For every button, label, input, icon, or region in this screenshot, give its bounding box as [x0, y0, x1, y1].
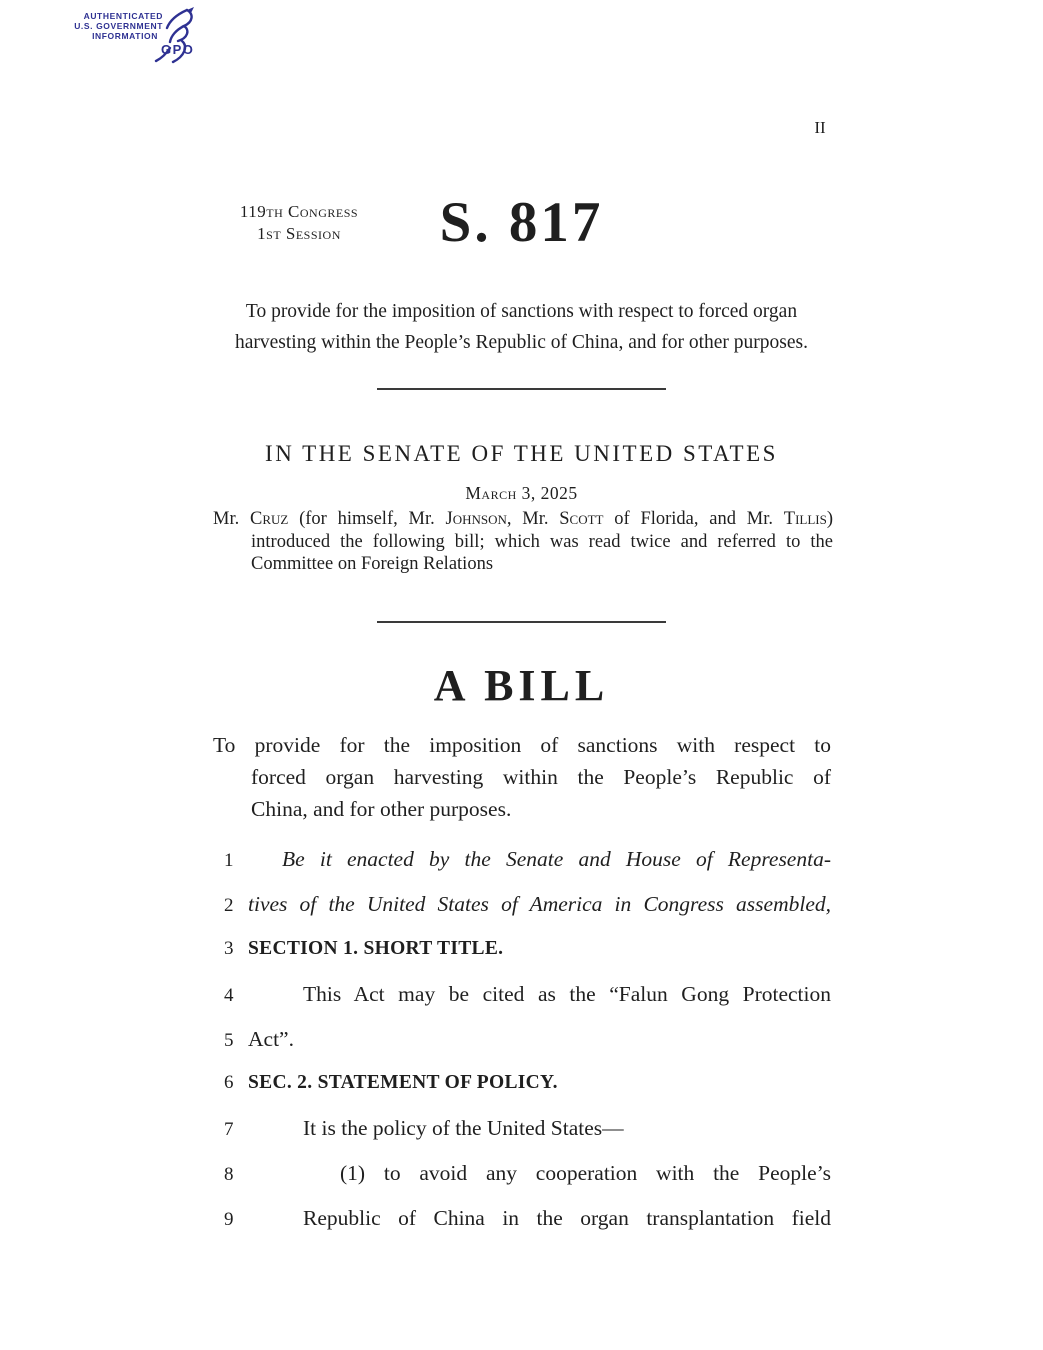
bill-line: [224, 1115, 831, 1160]
gpo-eagle-icon: [66, 6, 198, 66]
bill-heading: A BILL: [433, 661, 610, 710]
chamber-title: IN THE SENATE OF THE UNITED STATES: [265, 441, 778, 466]
calendar-marker: II: [814, 118, 826, 137]
sponsor-name-tillis: Tillis: [783, 509, 827, 529]
sponsor-name-johnson: Johnson: [445, 509, 507, 529]
seal-line-information: INFORMATION: [92, 31, 158, 41]
bill-line-text: Be it enacted by the Senate and House of Representa-: [282, 847, 831, 871]
bill-line: [224, 1205, 831, 1250]
introduction-date: March 3, 2025: [465, 483, 578, 503]
session-label: 1st Session: [257, 224, 341, 243]
preamble-line: China, and for other purposes.: [251, 797, 512, 821]
sponsor-text: , Mr.: [506, 509, 560, 529]
sponsor-paragraph: [213, 508, 833, 576]
bill-line: [224, 936, 831, 981]
sponsor-text: Mr.: [213, 509, 250, 529]
bill-abstract: [0, 296, 1043, 358]
congress-label: 119th Congress: [239, 202, 359, 221]
sponsor-name-cruz: Cruz: [250, 509, 289, 529]
bill-number: S. 817: [439, 191, 604, 254]
divider-rule: [377, 621, 666, 623]
seal-line-government: U.S. GOVERNMENT: [74, 21, 163, 31]
bill-line: [224, 1070, 831, 1115]
sponsor-line: introduced the following bill; which was read twice and referred to the: [251, 531, 833, 552]
preamble-line: To provide for the imposition of sanctions with respect to: [213, 733, 831, 757]
line-number: 6: [224, 1072, 234, 1094]
bill-line-text: It is the policy of the United States—: [303, 1116, 624, 1141]
bill-line: [224, 846, 831, 891]
seal-gpo-label: GPO: [161, 42, 195, 57]
bill-section-heading: SECTION 1. SHORT TITLE.: [248, 937, 504, 959]
line-number: 5: [224, 1029, 234, 1051]
divider-rule: [377, 388, 666, 390]
abstract-line: harvesting within the People’s Republic of China, and for other purposes.: [235, 332, 808, 353]
bill-line: [224, 1160, 831, 1205]
abstract-line: To provide for the imposition of sanctions with respect to forced organ: [245, 301, 798, 322]
sponsor-text: ): [826, 509, 834, 529]
sponsor-name-scott: Scott: [559, 509, 604, 529]
line-number: 9: [224, 1209, 234, 1231]
sponsor-text: (for himself, Mr.: [288, 509, 446, 529]
bill-line: [224, 891, 831, 936]
line-number: 2: [224, 894, 234, 916]
line-number: 4: [224, 984, 234, 1006]
sponsor-line: Committee on Foreign Relations: [251, 554, 494, 574]
preamble-line: forced organ harvesting within the People’s Republic of: [251, 765, 831, 789]
sponsor-line: [213, 508, 833, 531]
bill-line-text: tives of the United States of America in Congress assembled,: [248, 891, 831, 916]
line-number: 7: [224, 1119, 234, 1141]
sponsor-text: of Florida, and Mr.: [603, 509, 784, 529]
bill-line-text: This Act may be cited as the “Falun Gong Protection: [303, 981, 831, 1006]
bill-section-heading: SEC. 2. STATEMENT OF POLICY.: [248, 1072, 558, 1094]
line-number: 1: [224, 850, 234, 871]
line-number: 8: [224, 1164, 234, 1186]
bill-preamble: [213, 729, 831, 825]
bill-body: [224, 846, 831, 1250]
bill-line: [224, 1026, 831, 1071]
bill-line: [224, 981, 831, 1026]
seal-line-authenticated: AUTHENTICATED: [83, 11, 163, 21]
gpo-seal: [66, 6, 198, 66]
bill-line-text: (1) to avoid any cooperation with the People’s: [340, 1161, 831, 1186]
bill-line-text: Act”.: [248, 1026, 294, 1051]
bill-line-text: Republic of China in the organ transplantation field: [303, 1206, 831, 1231]
line-number: 3: [224, 937, 234, 959]
